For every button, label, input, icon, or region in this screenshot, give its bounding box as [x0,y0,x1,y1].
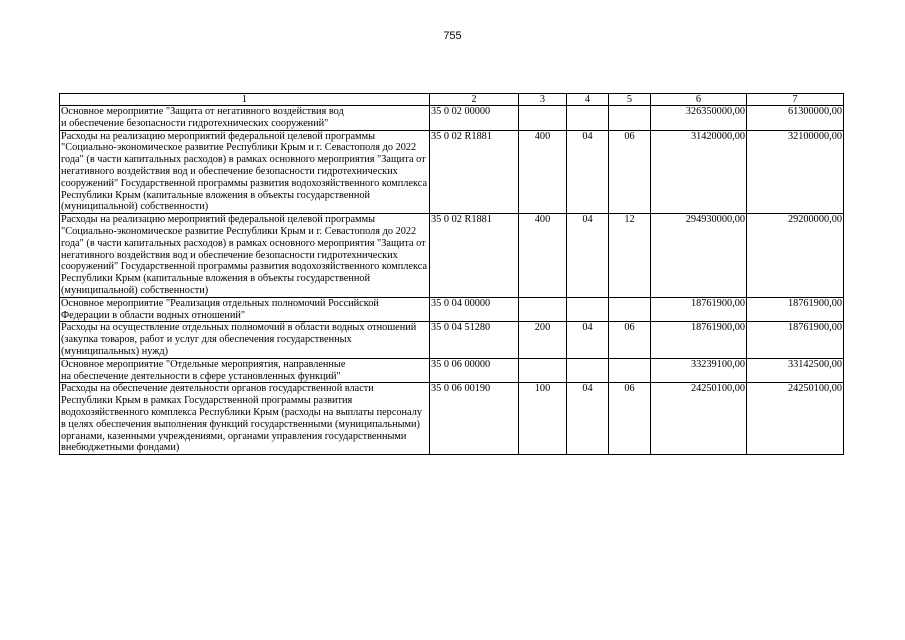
row-amount-2: 33142500,00 [747,358,844,383]
row-description: Расходы на осуществление отдельных полномочий в области водных отношений (закупка товаров, работ и услуг для обеспечения государственных (муниципальных) нужд) [60,322,430,358]
row-amount-2: 24250100,00 [747,383,844,455]
row-expense-type [519,297,567,322]
table-row [60,383,844,455]
row-expense-type [519,358,567,383]
row-subsection: 12 [609,214,651,298]
row-section [567,358,609,383]
row-section [567,106,609,131]
header-col-2: 2 [430,94,519,106]
row-section: 04 [567,383,609,455]
row-amount-1: 24250100,00 [651,383,747,455]
row-amount-2: 18761900,00 [747,322,844,358]
header-col-3: 3 [519,94,567,106]
table-header-row [60,94,844,106]
row-description: Расходы на обеспечение деятельности органов государственной власти Республики Крым в рамках Государственной программы развития водохозяйственного комплекса Республики Крым (расходы на выплаты персоналу в целях обеспечения выполнения функций государственными (муниципальными) органами, казенными учреждениями, органами управления государственными внебюджетными фондами) [60,383,430,455]
row-subsection: 06 [609,322,651,358]
row-description: Основное мероприятие "Отдельные мероприятия, направленные на обеспечение деятельности в сфере установленных функций" [60,358,430,383]
row-amount-1: 326350000,00 [651,106,747,131]
row-section: 04 [567,322,609,358]
row-section: 04 [567,130,609,214]
table-row [60,297,844,322]
row-amount-2: 29200000,00 [747,214,844,298]
row-subsection [609,106,651,131]
table-row [60,130,844,214]
row-amount-1: 18761900,00 [651,322,747,358]
row-expense-type: 200 [519,322,567,358]
budget-table [59,93,844,455]
header-col-1: 1 [60,94,430,106]
row-amount-1: 31420000,00 [651,130,747,214]
row-amount-1: 33239100,00 [651,358,747,383]
row-description: Основное мероприятие "Защита от негативного воздействия вод и обеспечение безопасности гидротехнических сооружений" [60,106,430,131]
row-code: 35 0 06 00000 [430,358,519,383]
header-col-7: 7 [747,94,844,106]
row-subsection: 06 [609,130,651,214]
row-code: 35 0 04 00000 [430,297,519,322]
header-col-6: 6 [651,94,747,106]
row-subsection [609,358,651,383]
row-amount-2: 61300000,00 [747,106,844,131]
row-description: Расходы на реализацию мероприятий федеральной целевой программы "Социально-экономическое развитие Республики Крым и г. Севастополя до 2022 года" (в части капитальных расходов) в рамках основного мероприятия "Защита от негативного воздействия вод и обеспечение безопасности гидротехнических сооружений" Государственной программы развития водохозяйственного комплекса Республики Крым (капитальные вложения в объекты государственной (муниципальной) собственности) [60,130,430,214]
table-row [60,322,844,358]
header-col-4: 4 [567,94,609,106]
row-code: 35 0 06 00190 [430,383,519,455]
row-section [567,297,609,322]
row-amount-2: 32100000,00 [747,130,844,214]
row-amount-2: 18761900,00 [747,297,844,322]
row-expense-type: 100 [519,383,567,455]
row-code: 35 0 02 00000 [430,106,519,131]
page-number: 755 [443,30,462,42]
row-subsection [609,297,651,322]
row-amount-1: 294930000,00 [651,214,747,298]
row-expense-type [519,106,567,131]
table-row [60,358,844,383]
table-row [60,106,844,131]
row-expense-type: 400 [519,130,567,214]
table-body [60,94,844,455]
row-section: 04 [567,214,609,298]
table-row [60,214,844,298]
row-amount-1: 18761900,00 [651,297,747,322]
row-description: Расходы на реализацию мероприятий федеральной целевой программы "Социально-экономическое развитие Республики Крым и г. Севастополя до 2022 года" (в части капитальных расходов) в рамках основного мероприятия "Защита от негативного воздействия вод и обеспечение безопасности гидротехнических сооружений" Государственной программы развития водохозяйственного комплекса Республики Крым (капитальные вложения в объекты государственной (муниципальной) собственности) [60,214,430,298]
row-code: 35 0 04 51280 [430,322,519,358]
row-expense-type: 400 [519,214,567,298]
row-description: Основное мероприятие "Реализация отдельных полномочий Российской Федерации в области водных отношений" [60,297,430,322]
row-subsection: 06 [609,383,651,455]
header-col-5: 5 [609,94,651,106]
row-code: 35 0 02 R1881 [430,214,519,298]
row-code: 35 0 02 R1881 [430,130,519,214]
